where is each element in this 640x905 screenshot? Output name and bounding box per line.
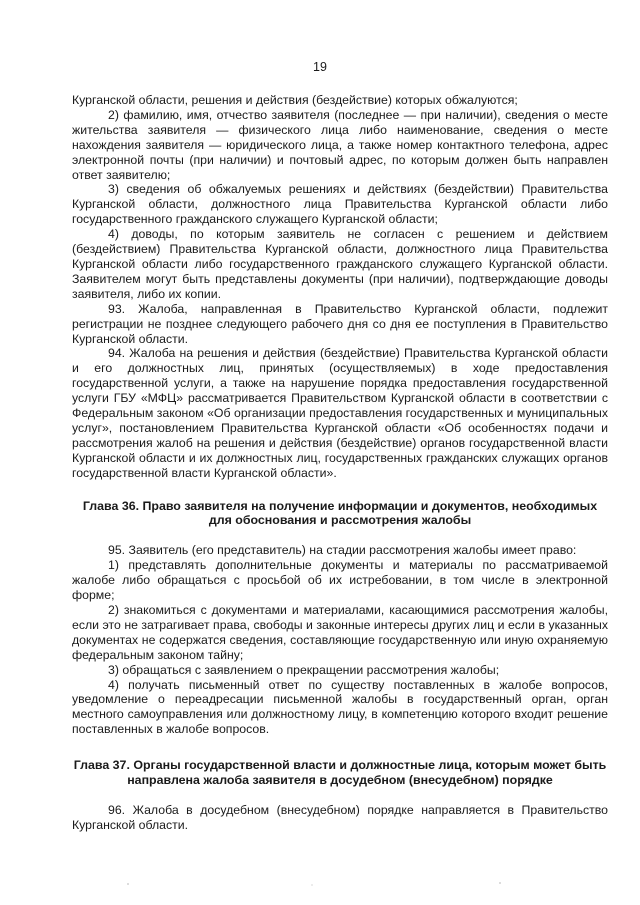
paragraph-95-item-3: 3) обращаться с заявлением о прекращении рассмотрения жалобы;: [108, 662, 500, 677]
paragraph-item-3: 3) сведения об обжалуемых решениях и действиях (бездействии) Правительства Курганской области, должностного лица Правительства Курганской области либо государственного гражданского служащего Курганской области;: [72, 182, 608, 227]
page-number: 19: [313, 60, 327, 74]
paragraph-continuation: Курганской области, решения и действия (бездействие) которых обжалуются;: [72, 93, 518, 107]
chapter-37-heading: Глава 37. Органы государственной власти и должностные лица, которым может быть направлена жалоба заявителя в досудебном (внесудебном) порядке: [73, 758, 607, 788]
paragraph-95: 95. Заявитель (его представитель) на стадии рассмотрения жалобы имеет право:: [108, 543, 577, 558]
paragraph-95-item-1: 1) представлять дополнительные документы и материалы по рассматриваемой жалобе либо обращаться с просьбой об их истребовании, в том числе в электронной форме;: [72, 558, 608, 603]
paragraph-96: 96. Жалоба в досудебном (внесудебном) порядке направляется в Правительство Курганской области.: [72, 802, 608, 832]
scan-speck: [127, 883, 128, 884]
paragraph-95-item-2: 2) знакомиться с документами и материалами, касающимися рассмотрения жалобы, если это не затрагивает права, свободы и законные интересы других лиц и если в указанных документах не содержатся сведения, составляющие государственную или иную охраняемую федеральным законом тайну;: [72, 603, 608, 662]
paragraph-93: 93. Жалоба, направленная в Правительство Курганской области, подлежит регистрации не позднее следующего рабочего дня со дня ее поступления в Правительство Курганской области.: [72, 301, 608, 346]
paragraph-94: 94. Жалоба на решения и действия (бездействие) Правительства Курганской области и его должностных лиц, принятых (осуществляемых) в ходе предоставления государственной услуги, а также на нарушение порядка предоставления государственной услуги ГБУ «МФЦ» рассматривается Правительством Курганской области в соответствии с Федеральным законом «Об организации предоставления государственных и муниципальных услуг», постановлением Правительства Курганской области «Об особенностях подачи и рассмотрения жалоб на решения и действия (бездействие) органов государственной власти Курганской области и их должностных лиц, государственных гражданских служащих органов государственной власти Курганской области».: [72, 346, 608, 480]
paragraph-item-2: 2) фамилию, имя, отчество заявителя (последнее — при наличии), сведения о месте жительства заявителя — физического лица либо наименование, сведения о месте нахождения заявителя — юридического лица, а также номер контактного телефона, адрес электронной почты (при наличии) и почтовый адрес, по которым должен быть направлен ответ заявителю;: [72, 107, 608, 182]
scan-speck: [312, 885, 313, 886]
page-body: [72, 93, 608, 833]
scan-speck: [499, 882, 500, 883]
paragraph-95-item-4: 4) получать письменный ответ по существу поставленных в жалобе вопросов, уведомление о переадресации письменной жалобы в государственный орган, орган местного самоуправления или должностному лицу, в компетенцию которого входит решение поставленных в жалобе вопросов.: [72, 677, 608, 737]
chapter-36-heading: Глава 36. Право заявителя на получение информации и документов, необходимых для обоснования и рассмотрения жалобы: [82, 498, 598, 528]
paragraph-item-4: 4) доводы, по которым заявитель не согласен с решением и действием (бездействием) Правительства Курганской области, должностного лица Правительства Курганской области либо государственного гражданского служащего Курганской области. Заявителем могут быть представлены документы (при наличии), подтверждающие доводы заявителя, либо их копии.: [72, 227, 608, 301]
